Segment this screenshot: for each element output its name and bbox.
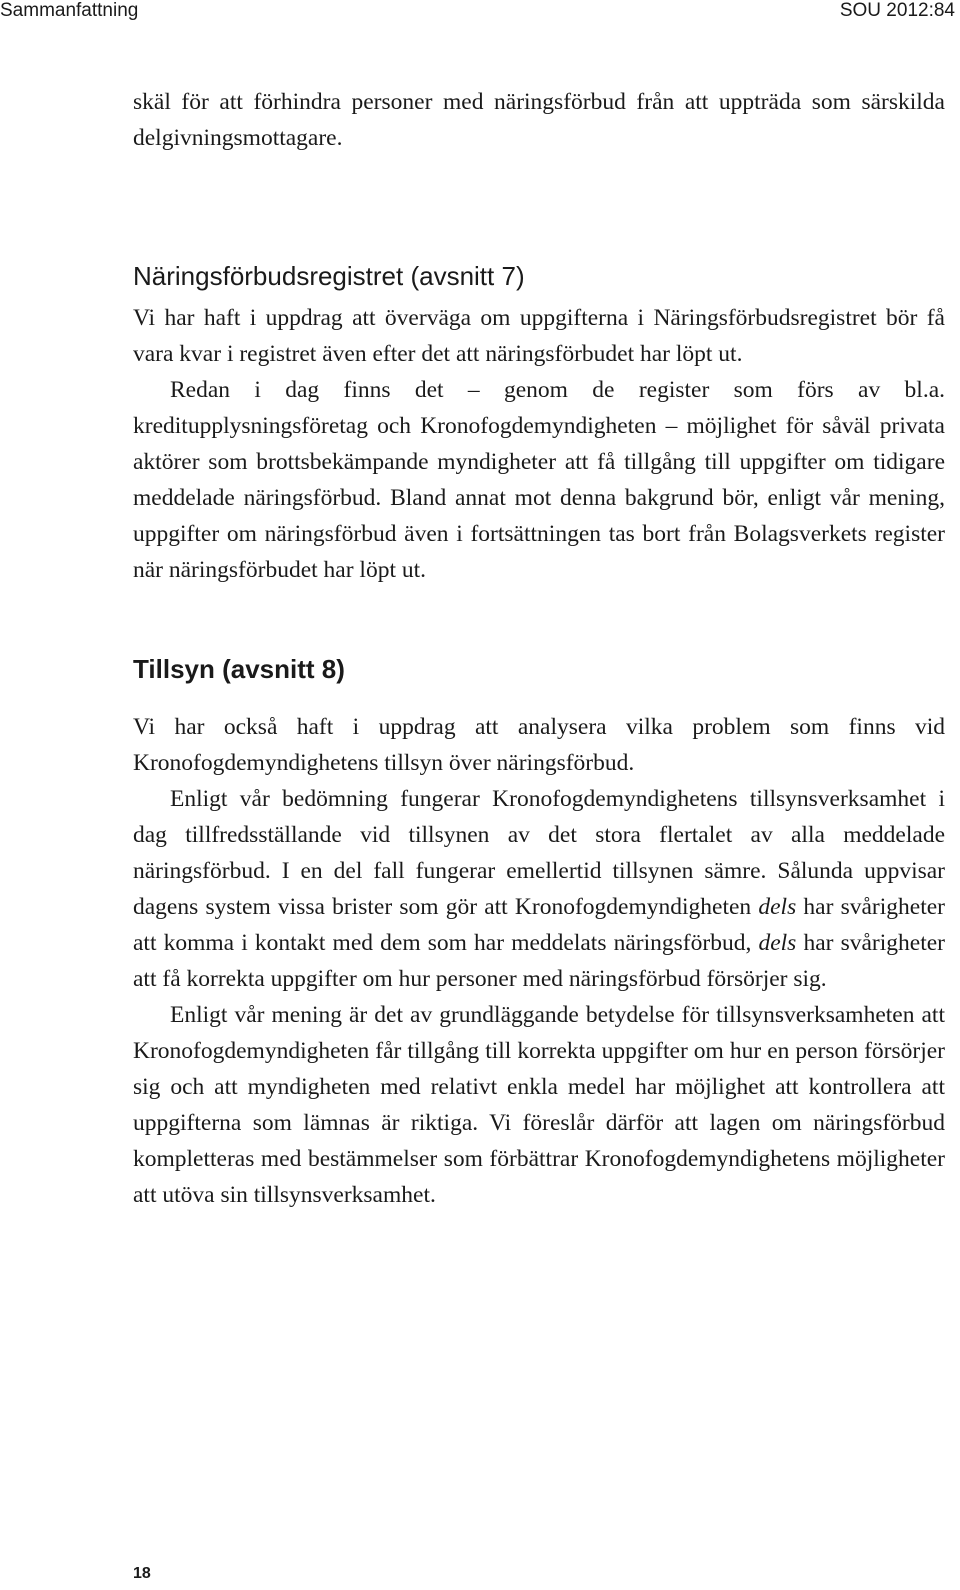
supervision-p2-text-1: Enligt vår bedömning fungerar Kronofogdemyndighetens tillsynsverksamhet i dag tillfredsställande vid tillsynen av det stora flertalet av alla meddelade näringsförbud. I en del fall fungerar emellertid tillsynen sämre. Sålunda uppvisar dagens system vissa brister som gör att Kronofogdemyndigheten [133, 786, 945, 920]
header-document-ref: SOU 2012:84 [839, 0, 955, 21]
registry-paragraph-1: Vi har haft i uppdrag att överväga om uppgifterna i Näringsförbudsregistret bör få vara kvar i registret även efter det att näringsförbudet har löpt ut. [133, 305, 945, 367]
supervision-p2-emphasis-2: dels [758, 930, 797, 956]
page-number: 18 [133, 1565, 151, 1582]
supervision-p2-text-2: har svårigheter att komma i kontakt med dem som har meddelats näringsförbud, [133, 894, 946, 956]
supervision-p2-text-3: har svårigheter att få korrekta uppgifter om hur personer med näringsförbud försörjer sig. [133, 930, 946, 992]
supervision-paragraph-2 [133, 781, 945, 997]
supervision-paragraph-3: Enligt vår mening är det av grundläggande betydelse för tillsynsverksamheten att Kronofogdemyndigheten får tillgång till korrekta uppgifter om hur en person försörjer sig och att myndigheten med relativt enkla medel har möjlighet att kontrollera att uppgifterna som lämnas är riktiga. Vi föreslår därför att lagen om näringsförbud kompletteras med bestämmelser som förbättrar Kronofogdemyndighetens möjligheter att utöva sin tillsynsverksamhet. [133, 1002, 945, 1208]
supervision-p2-emphasis-1: dels [758, 894, 797, 920]
continuation-paragraph: skäl för att förhindra personer med näringsförbud från att uppträda som särskilda delgivningsmottagare. [133, 89, 945, 151]
page-content [133, 84, 945, 1213]
registry-paragraph-2: Redan i dag finns det – genom de register som förs av bl.a. kreditupplysningsföretag och Kronofogdemyndigheten – möjlighet för såväl privata aktörer som brottsbekämpande myndigheter att få tillgång till uppgifter om tidigare meddelade näringsförbud. Bland annat mot denna bakgrund bör, enligt vår mening, uppgifter om näringsförbud även i fortsättningen tas bort från Bolagsverkets register när näringsförbudet har löpt ut. [133, 377, 945, 583]
running-header [0, 0, 955, 22]
header-section-name: Sammanfattning [0, 0, 139, 21]
section-heading-registry: Näringsförbudsregistret (avsnitt 7) [133, 261, 525, 291]
section-heading-supervision: Tillsyn (avsnitt 8) [133, 654, 345, 684]
supervision-paragraph-1: Vi har också haft i uppdrag att analysera vilka problem som finns vid Kronofogdemyndighetens tillsyn över näringsförbud. [133, 714, 945, 776]
